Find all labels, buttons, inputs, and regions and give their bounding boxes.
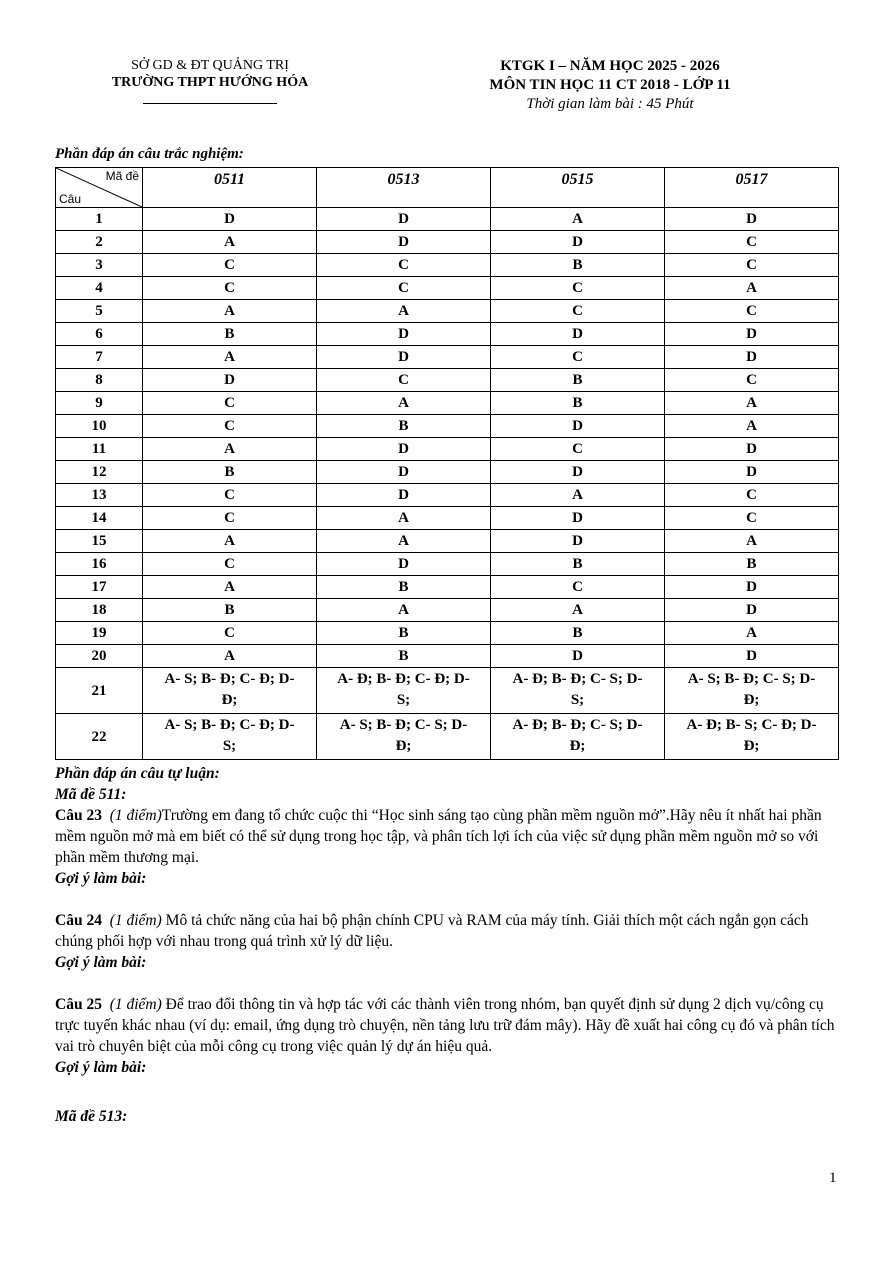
- answer-cell: C: [491, 277, 665, 300]
- subject-title: MÔN TIN HỌC 11 CT 2018 - LỚP 11: [489, 77, 731, 93]
- answer-table-body: [56, 208, 839, 760]
- question-points: (1 điểm): [109, 996, 162, 1013]
- question-number-cell: 4: [56, 277, 143, 300]
- table-row: [56, 277, 839, 300]
- table-row: [56, 507, 839, 530]
- answer-line: A- Đ; B- Đ; C- Đ; D-: [337, 671, 470, 687]
- answer-cell: B: [143, 461, 317, 484]
- answer-line: Đ;: [743, 738, 760, 754]
- answer-cell: D: [317, 208, 491, 231]
- answer-cell: A: [665, 530, 839, 553]
- exam-code-header: 0515: [491, 168, 665, 208]
- question-number-cell: 19: [56, 622, 143, 645]
- answer-line: S;: [222, 738, 237, 754]
- answer-cell: C: [317, 277, 491, 300]
- answer-line: S;: [570, 692, 585, 708]
- table-row-true-false: [56, 714, 839, 760]
- answer-cell: C: [665, 507, 839, 530]
- school-name: TRƯỜNG THPT HƯỚNG HÓA: [111, 75, 309, 90]
- answer-cell: D: [143, 208, 317, 231]
- answer-cell: D: [491, 645, 665, 668]
- answer-cell: A: [665, 392, 839, 415]
- mcq-section-title: Phần đáp án câu trắc nghiệm:: [55, 146, 244, 162]
- answer-cell: D: [317, 346, 491, 369]
- question-number-cell: 12: [56, 461, 143, 484]
- exam-duration: Thời gian làm bài : 45 Phút: [526, 96, 694, 112]
- answer-line: A- S; B- Đ; C- Đ; D-: [164, 671, 295, 687]
- answer-cell: D: [491, 530, 665, 553]
- hint-label: Gợi ý làm bài:: [55, 870, 147, 887]
- answer-cell: C: [665, 300, 839, 323]
- answer-cell: C: [665, 484, 839, 507]
- answer-cell: A: [317, 599, 491, 622]
- question-number-cell: 6: [56, 323, 143, 346]
- question-number-cell: 22: [56, 714, 143, 760]
- table-row: [56, 208, 839, 231]
- question-number-cell: 7: [56, 346, 143, 369]
- answer-cell: [491, 714, 665, 760]
- table-row: [56, 645, 839, 668]
- answer-line: Đ;: [569, 738, 586, 754]
- header-divider: [143, 103, 277, 104]
- question-number-cell: 20: [56, 645, 143, 668]
- table-row-true-false: [56, 668, 839, 714]
- answer-cell: C: [491, 300, 665, 323]
- blank-space: [55, 973, 845, 994]
- answer-cell: A: [143, 346, 317, 369]
- answer-cell: B: [491, 392, 665, 415]
- answer-cell: [317, 668, 491, 714]
- answer-cell: A: [317, 507, 491, 530]
- corner-label-code: Mã đề: [105, 169, 139, 183]
- answer-line: A- Đ; B- Đ; C- S; D-: [512, 671, 643, 687]
- question-points: (1 điểm): [109, 912, 162, 929]
- question-number: Câu 24: [55, 912, 102, 929]
- table-row: [56, 346, 839, 369]
- answer-cell: A: [143, 576, 317, 599]
- answer-cell: A: [665, 622, 839, 645]
- question-number-cell: 9: [56, 392, 143, 415]
- question-text: Trường em đang tổ chức cuộc thi “Học sinh sáng tạo cùng phần mềm nguồn mở”.Hãy nêu ít nhất hai phần mềm nguồn mở mà em biết có thể sử dụng trong học tập, và phân tích lợi ích của việc sử dụng phần mềm nguồn mở so với phần mềm thương mại.: [55, 807, 822, 866]
- question-25: [55, 994, 845, 1057]
- answer-cell: C: [665, 369, 839, 392]
- answer-line: A- S; B- Đ; C- S; D-: [339, 717, 468, 733]
- question-text: Để trao đổi thông tin và hợp tác với các thành viên trong nhóm, bạn quyết định sử dụng 2 dịch vụ/công cụ trực tuyến khác nhau (ví dụ: email, ứng dụng trò chuyện, nền tảng lưu trữ đám mây). Hãy đề xuất hai công cụ đó và phân tích vai trò chuyên biệt của mỗi công cụ trong việc quản lý dự án hiệu quả.: [55, 996, 835, 1055]
- essay-section: [55, 763, 845, 1127]
- answer-cell: D: [317, 461, 491, 484]
- answer-cell: C: [143, 415, 317, 438]
- table-row: [56, 323, 839, 346]
- answer-line: Đ;: [221, 692, 238, 708]
- exam-code-header: 0517: [665, 168, 839, 208]
- answer-cell: C: [491, 576, 665, 599]
- answer-cell: D: [491, 507, 665, 530]
- table-row: [56, 392, 839, 415]
- answer-cell: B: [491, 553, 665, 576]
- answer-cell: D: [665, 323, 839, 346]
- answer-cell: B: [143, 323, 317, 346]
- answer-cell: C: [665, 254, 839, 277]
- answer-cell: C: [143, 484, 317, 507]
- answer-line: Đ;: [395, 738, 412, 754]
- table-header-row: [56, 168, 839, 208]
- exam-code-513-label: Mã đề 513:: [55, 1108, 128, 1125]
- answer-line: S;: [396, 692, 411, 708]
- answer-cell: D: [491, 415, 665, 438]
- header-left: [80, 57, 340, 104]
- essay-section-title: Phần đáp án câu tự luận:: [55, 765, 220, 782]
- answer-cell: A: [665, 277, 839, 300]
- answer-cell: D: [491, 461, 665, 484]
- table-row: [56, 576, 839, 599]
- answer-cell: D: [665, 208, 839, 231]
- table-row: [56, 369, 839, 392]
- corner-label-question: Câu: [59, 192, 82, 206]
- answer-cell: C: [491, 438, 665, 461]
- question-number-cell: 8: [56, 369, 143, 392]
- table-row: [56, 438, 839, 461]
- table-row: [56, 599, 839, 622]
- answer-cell: D: [491, 231, 665, 254]
- answer-cell: A: [317, 392, 491, 415]
- answer-cell: C: [143, 277, 317, 300]
- answer-line: A- S; B- Đ; C- S; D-: [687, 671, 816, 687]
- table-row: [56, 231, 839, 254]
- question-number-cell: 3: [56, 254, 143, 277]
- answer-cell: A: [143, 231, 317, 254]
- answer-cell: B: [491, 622, 665, 645]
- hint-label: Gợi ý làm bài:: [55, 954, 147, 971]
- answer-cell: A: [491, 208, 665, 231]
- question-number-cell: 13: [56, 484, 143, 507]
- answer-cell: B: [317, 622, 491, 645]
- question-number-cell: 18: [56, 599, 143, 622]
- answer-cell: B: [317, 645, 491, 668]
- exam-title: KTGK I – NĂM HỌC 2025 - 2026: [500, 58, 720, 74]
- answer-cell: D: [665, 645, 839, 668]
- answer-cell: B: [143, 599, 317, 622]
- answer-cell: A: [143, 645, 317, 668]
- answer-cell: A: [665, 415, 839, 438]
- question-number-cell: 17: [56, 576, 143, 599]
- answer-cell: A: [317, 300, 491, 323]
- answer-cell: [491, 668, 665, 714]
- answer-cell: D: [665, 599, 839, 622]
- answer-line: A- S; B- Đ; C- Đ; D-: [164, 717, 295, 733]
- answer-cell: D: [317, 231, 491, 254]
- answer-cell: [665, 668, 839, 714]
- question-number: Câu 23: [55, 807, 102, 824]
- question-number-cell: 21: [56, 668, 143, 714]
- answer-cell: D: [665, 438, 839, 461]
- answer-cell: D: [317, 438, 491, 461]
- exam-code-header: 0513: [317, 168, 491, 208]
- answer-cell: D: [665, 461, 839, 484]
- department-name: SỞ GD & ĐT QUẢNG TRỊ: [131, 58, 289, 73]
- header-right: [440, 57, 780, 114]
- question-number-cell: 10: [56, 415, 143, 438]
- answer-cell: A: [491, 599, 665, 622]
- table-row: [56, 254, 839, 277]
- answer-cell: D: [317, 323, 491, 346]
- answer-cell: C: [491, 346, 665, 369]
- answer-cell: C: [317, 369, 491, 392]
- question-23: [55, 805, 845, 868]
- question-number-cell: 15: [56, 530, 143, 553]
- exam-code-header: 0511: [143, 168, 317, 208]
- answer-cell: C: [143, 507, 317, 530]
- answer-cell: A: [143, 300, 317, 323]
- answer-cell: B: [491, 369, 665, 392]
- answer-cell: [143, 714, 317, 760]
- table-row: [56, 300, 839, 323]
- question-24: [55, 910, 845, 952]
- exam-code-511-label: Mã đề 511:: [55, 786, 127, 803]
- hint-label: Gợi ý làm bài:: [55, 1059, 147, 1076]
- corner-cell: [56, 168, 143, 208]
- question-number-cell: 5: [56, 300, 143, 323]
- table-row: [56, 530, 839, 553]
- answer-line: A- Đ; B- Đ; C- S; D-: [512, 717, 643, 733]
- answer-cell: C: [143, 392, 317, 415]
- answer-cell: D: [491, 323, 665, 346]
- table-row: [56, 553, 839, 576]
- answer-cell: D: [317, 484, 491, 507]
- answer-cell: D: [665, 346, 839, 369]
- question-number-cell: 2: [56, 231, 143, 254]
- question-number-cell: 14: [56, 507, 143, 530]
- answer-cell: D: [317, 553, 491, 576]
- blank-space: [55, 1078, 845, 1106]
- answer-cell: D: [665, 576, 839, 599]
- blank-space: [55, 889, 845, 910]
- answer-cell: A: [143, 438, 317, 461]
- answer-cell: A: [491, 484, 665, 507]
- answer-cell: [665, 714, 839, 760]
- answer-cell: B: [665, 553, 839, 576]
- table-row: [56, 415, 839, 438]
- answer-cell: C: [317, 254, 491, 277]
- question-points: (1 điểm): [109, 807, 162, 824]
- question-number: Câu 25: [55, 996, 102, 1013]
- answer-cell: C: [143, 553, 317, 576]
- answer-cell: A: [143, 530, 317, 553]
- answer-cell: B: [317, 415, 491, 438]
- answer-line: Đ;: [743, 692, 760, 708]
- answer-cell: [317, 714, 491, 760]
- answer-cell: C: [143, 622, 317, 645]
- question-text: Mô tả chức năng của hai bộ phận chính CPU và RAM của máy tính. Giải thích một cách ngắn gọn cách chúng phối hợp với nhau trong quá trình xử lý dữ liệu.: [55, 912, 809, 950]
- answer-line: A- Đ; B- S; C- Đ; D-: [686, 717, 817, 733]
- question-number-cell: 16: [56, 553, 143, 576]
- question-number-cell: 1: [56, 208, 143, 231]
- page-number: 1: [829, 1170, 837, 1186]
- answer-cell: C: [665, 231, 839, 254]
- table-row: [56, 484, 839, 507]
- table-row: [56, 461, 839, 484]
- answer-cell: A: [317, 530, 491, 553]
- answer-cell: B: [317, 576, 491, 599]
- answer-key-table: [55, 167, 839, 760]
- question-number-cell: 11: [56, 438, 143, 461]
- answer-cell: D: [143, 369, 317, 392]
- table-row: [56, 622, 839, 645]
- answer-cell: [143, 668, 317, 714]
- answer-cell: C: [143, 254, 317, 277]
- answer-cell: B: [491, 254, 665, 277]
